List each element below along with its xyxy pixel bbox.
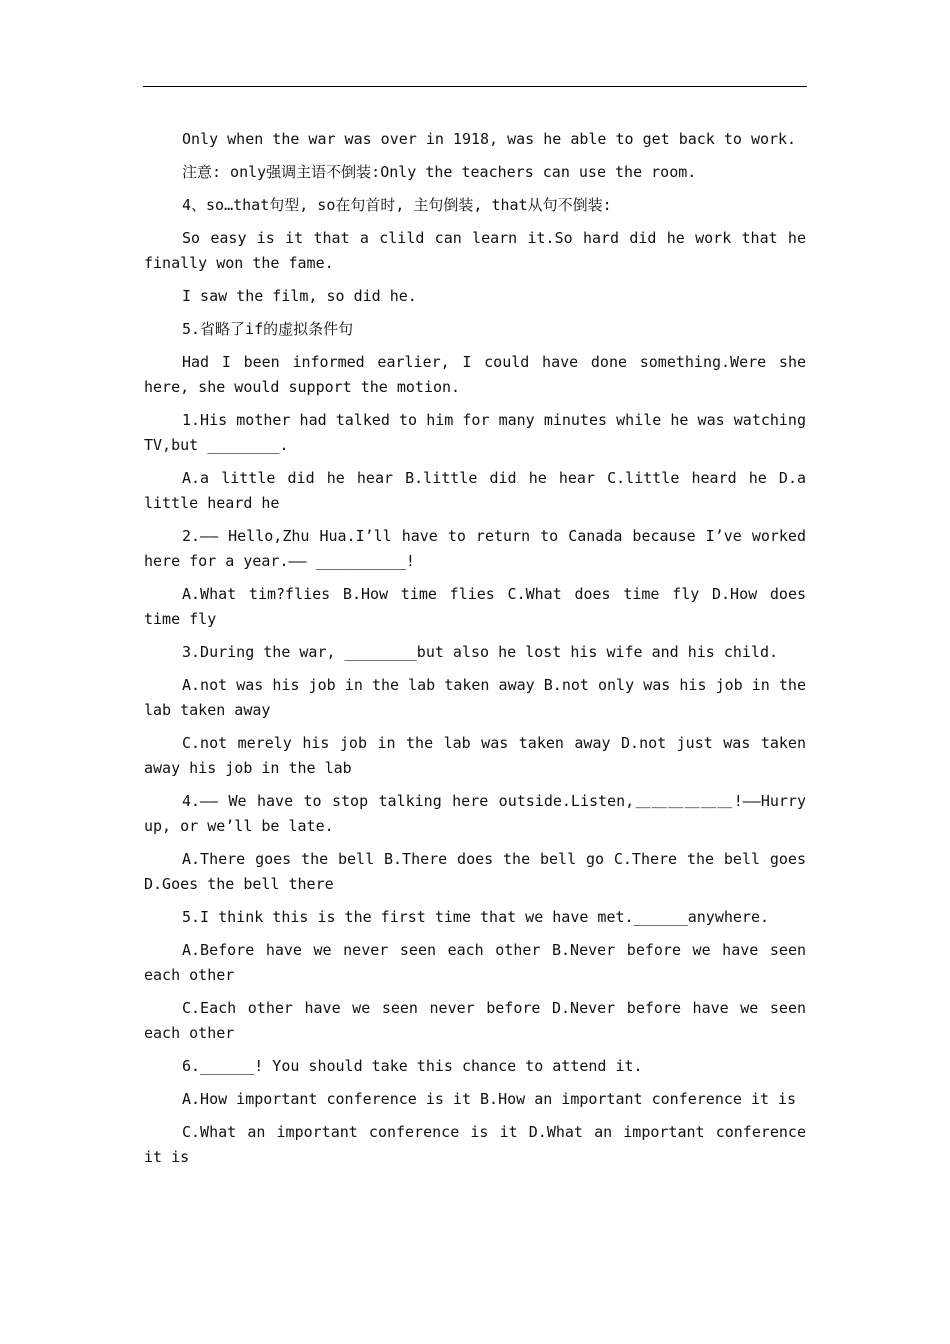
omitted-if-examples: Had I been informed earlier, I could have done something.Were she here, she would support the motion. — [144, 353, 806, 396]
question-6: 6.______! You should take this chance to attend it. — [182, 1057, 643, 1075]
question-1-options: A.a little did he hear B.little did he hear C.little heard he D.a little heard he — [144, 469, 806, 512]
question-4-options: A.There goes the bell B.There does the bell go C.There the bell goes D.Goes the bell there — [144, 850, 806, 893]
document-body — [144, 127, 806, 1178]
section-heading-so-that: 4、so…that句型, so在句首时, 主句倒装, that从句不倒装: — [182, 196, 612, 214]
question-2: 2.—— Hello,Zhu Hua.I’ll have to return to Canada because I’ve worked here for a year.—— __________! — [144, 527, 806, 570]
question-3-options-ab: A.not was his job in the lab taken away B.not only was his job in the lab taken away — [144, 676, 806, 719]
note-only-subject: 注意: only强调主语不倒装:Only the teachers can use the room. — [182, 163, 697, 181]
question-3: 3.During the war, ________but also he lost his wife and his child. — [182, 643, 779, 661]
question-3-options-cd: C.not merely his job in the lab was taken away D.not just was taken away his job in the lab — [144, 734, 806, 777]
question-6-options-cd: C.What an important conference is it D.What an important conference it is — [144, 1123, 806, 1166]
question-4: 4.—— We have to stop talking here outside.Listen,＿＿＿＿＿＿!——Hurry up, or we’ll be late. — [144, 792, 806, 835]
so-did-example: I saw the film, so did he. — [182, 287, 417, 305]
header-rule — [143, 86, 807, 87]
so-that-examples: So easy is it that a clild can learn it.So hard did he work that he finally won the fame. — [144, 229, 806, 272]
question-6-options-ab: A.How important conference is it B.How an important conference it is — [182, 1090, 797, 1108]
question-1: 1.His mother had talked to him for many minutes while he was watching TV,but ________. — [144, 411, 806, 454]
question-5: 5.I think this is the first time that we have met.______anywhere. — [182, 908, 769, 926]
question-5-options-ab: A.Before have we never seen each other B.Never before we have seen each other — [144, 941, 806, 984]
question-5-options-cd: C.Each other have we seen never before D.Never before have we seen each other — [144, 999, 806, 1042]
section-heading-omitted-if: 5.省略了if的虚拟条件句 — [182, 320, 354, 338]
inversion-example-only-when: Only when the war was over in 1918, was he able to get back to work. — [182, 130, 797, 148]
question-2-options: A.What tim?flies B.How time flies C.What does time fly D.How does time fly — [144, 585, 806, 628]
